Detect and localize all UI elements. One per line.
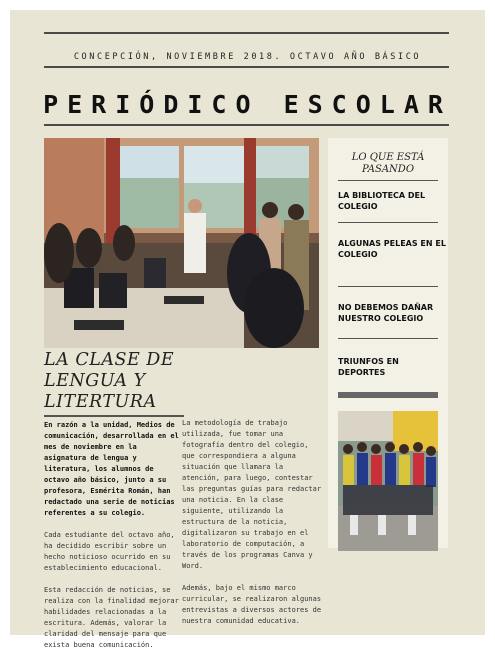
newspaper-page [10,10,485,649]
sidebar-item-deportes[interactable]: TRIUNFOS EN DEPORTES [338,357,399,377]
sports-photo [338,411,438,551]
classroom-photo [44,138,319,348]
article-headline: LA CLASE DE LENGUA Y LITERTURA [44,350,175,412]
masthead-rule [44,124,449,126]
sidebar-panel [328,138,448,548]
article-paragraph: Esta redacción de noticias, se realiza con la finalidad mejorar habilidades relacionadas a la escritura. Además, valorar la claridad del mensaje para que exista buena comunicación. [44,586,179,649]
top-rule [44,32,449,34]
sidebar-title: LO QUE ESTÁ PASANDO [351,152,425,175]
dateline-rule [44,66,449,68]
sidebar-item-no-danar[interactable]: NO DEBEMOS DAÑAR NUESTRO COLEGIO [338,303,434,323]
article-paragraph: Cada estudiante del octavo año, ha decidido escribir sobre un hecho noticioso ocurrido en su establecimiento educacional. [44,531,175,572]
sidebar-title-rule [338,180,438,181]
article-paragraph: La metodología de trabajo utilizada, fue tomar una fotografía dentro del colegio, que correspondiera a alguna situación que llamara la atención, para luego, contestar las preguntas guías para redactar una noticia. En la clase siguiente, utilizando la estructura de la noticia, digitalizaron su trabajo en el laboratorio de computación, a través de los programas Canva y Word. [182,419,322,570]
sidebar-divider [338,286,438,287]
article-lead-paragraph: En razón a la unidad, Medios de comunicación, desarrollada en el mes de noviembre en la asignatura de lengua y literatura, los alumnos de octavo año básico, junto a su profesora, Esmérita Román, han redactado una serie de noticias referentes a su colegio. [44,421,179,517]
sidebar-divider [338,338,438,339]
masthead-title: PERIÓDICO ESCOLAR [43,90,452,119]
sidebar-bar [338,392,438,398]
sidebar-item-biblioteca[interactable]: LA BIBLIOTECA DEL COLEGIO [338,191,426,211]
dateline: CONCEPCIÓN, NOVIEMBRE 2018. OCTAVO AÑO BÁSICO [73,52,422,62]
article-column-1 [44,420,182,662]
sidebar-item-peleas[interactable]: ALGUNAS PELEAS EN EL COLEGIO [338,239,446,259]
headline-rule [44,415,184,417]
article-paragraph: Además, bajo el mismo marco curricular, se realizaron algunas entrevistas a diversos actores de nuestra comunidad educativa. [182,584,322,625]
article-column-2 [182,418,322,638]
sidebar-divider [338,222,438,223]
